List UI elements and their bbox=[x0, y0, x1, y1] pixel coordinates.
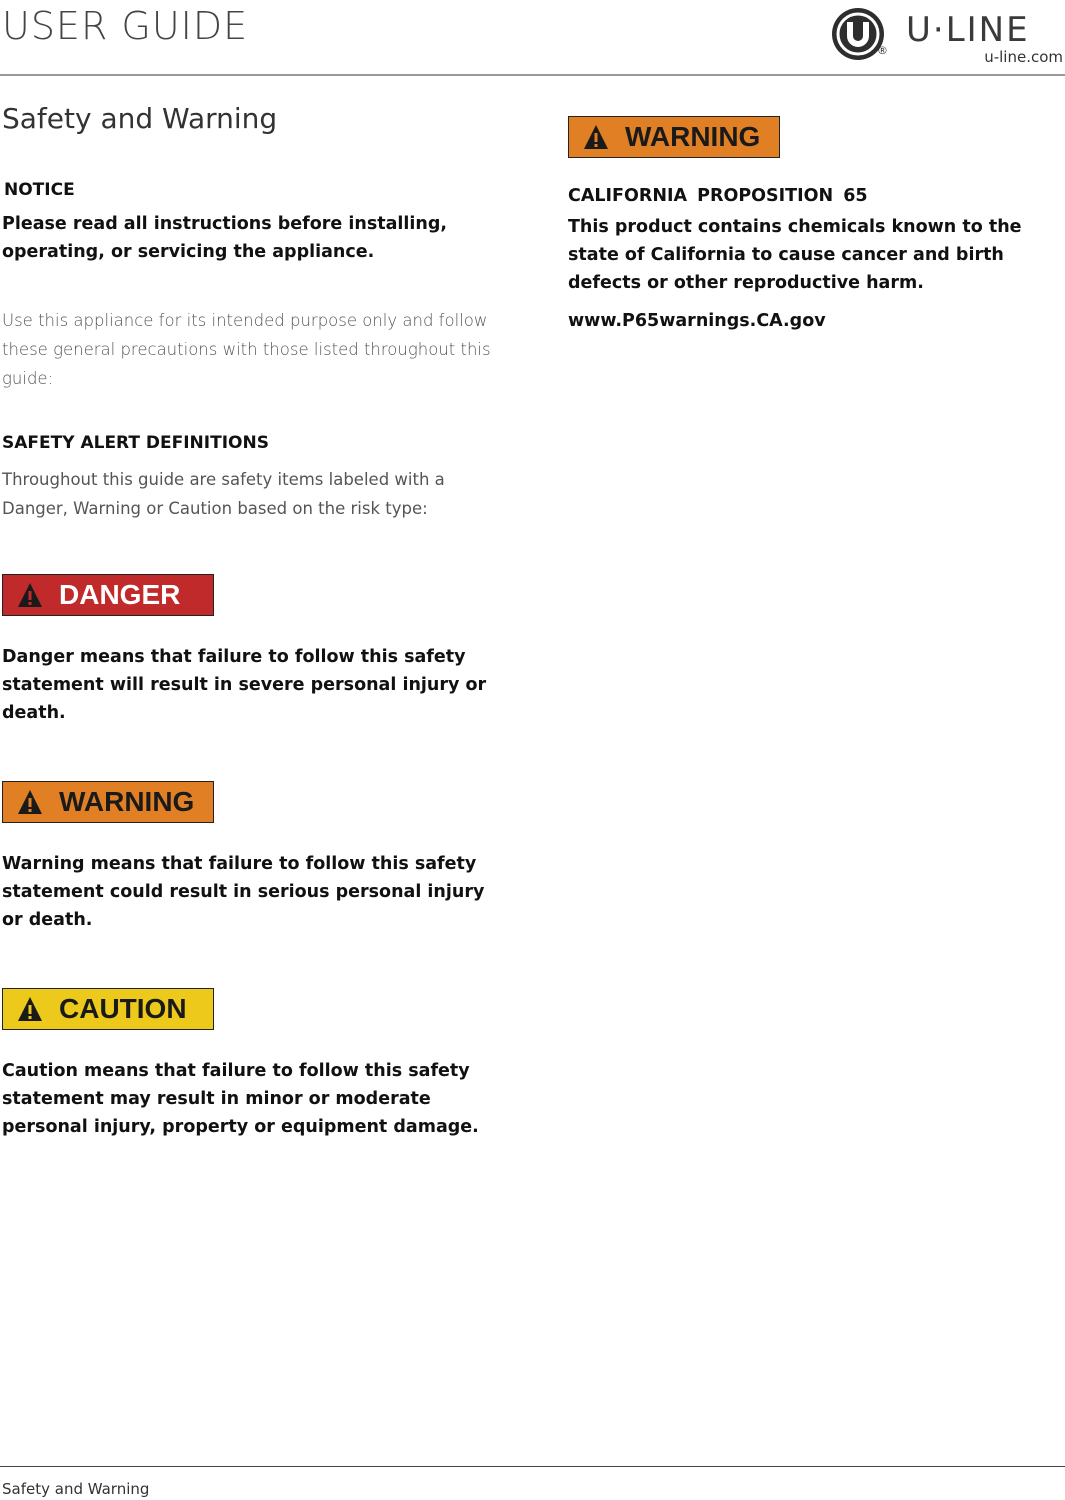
brand-wordmark: U·LINE bbox=[906, 10, 1030, 50]
brand-logo bbox=[830, 4, 1065, 66]
warning-label: WARNING bbox=[59, 786, 195, 817]
intro-paragraph: Use this appliance for its intended purpose only and follow these general precautions with those listed throughout this guide: bbox=[2, 311, 491, 388]
caution-badge bbox=[2, 988, 214, 1030]
warning-triangle-icon bbox=[17, 582, 43, 608]
notice-body: Please read all instructions before installing, operating, or servicing the appliance. bbox=[2, 214, 448, 262]
registered-mark: ® bbox=[877, 44, 888, 57]
danger-label: DANGER bbox=[59, 579, 181, 610]
warning-definition: Warning means that failure to follow this safety statement could result in serious personal injury or death. bbox=[2, 854, 485, 930]
warning-triangle-icon bbox=[17, 996, 43, 1022]
safety-alert-heading: SAFETY ALERT DEFINITIONS bbox=[2, 433, 269, 453]
section-title: Safety and Warning bbox=[2, 102, 278, 135]
prop65-body: This product contains chemicals known to the state of California to cause cancer and birth defects or other reproductive harm. bbox=[568, 217, 1022, 293]
prop65-warning-label: WARNING bbox=[625, 121, 761, 152]
safety-alert-body: Throughout this guide are safety items labeled with a Danger, Warning or Caution based on the risk type: bbox=[2, 470, 445, 518]
warning-triangle-icon bbox=[17, 789, 43, 815]
caution-definition: Caution means that failure to follow this safety statement may result in minor or moderate personal injury, property or equipment damage. bbox=[2, 1061, 479, 1137]
warning-badge bbox=[2, 781, 214, 823]
page-header-title: USER GUIDE bbox=[2, 4, 249, 48]
prop65-heading: CALIFORNIA PROPOSITION 65 bbox=[568, 186, 868, 206]
brand-url: u-line.com bbox=[984, 48, 1063, 66]
danger-badge bbox=[2, 574, 214, 616]
header-divider bbox=[0, 74, 1065, 76]
warning-triangle-icon bbox=[583, 124, 609, 150]
prop65-link[interactable]: www.P65warnings.CA.gov bbox=[568, 311, 826, 331]
notice-heading: NOTICE bbox=[4, 180, 75, 200]
caution-label: CAUTION bbox=[59, 993, 187, 1024]
footer-section-label: Safety and Warning bbox=[2, 1480, 150, 1498]
footer-divider bbox=[0, 1466, 1065, 1467]
prop65-warning-badge bbox=[568, 116, 780, 158]
danger-definition: Danger means that failure to follow this safety statement will result in severe personal injury or death. bbox=[2, 647, 487, 723]
